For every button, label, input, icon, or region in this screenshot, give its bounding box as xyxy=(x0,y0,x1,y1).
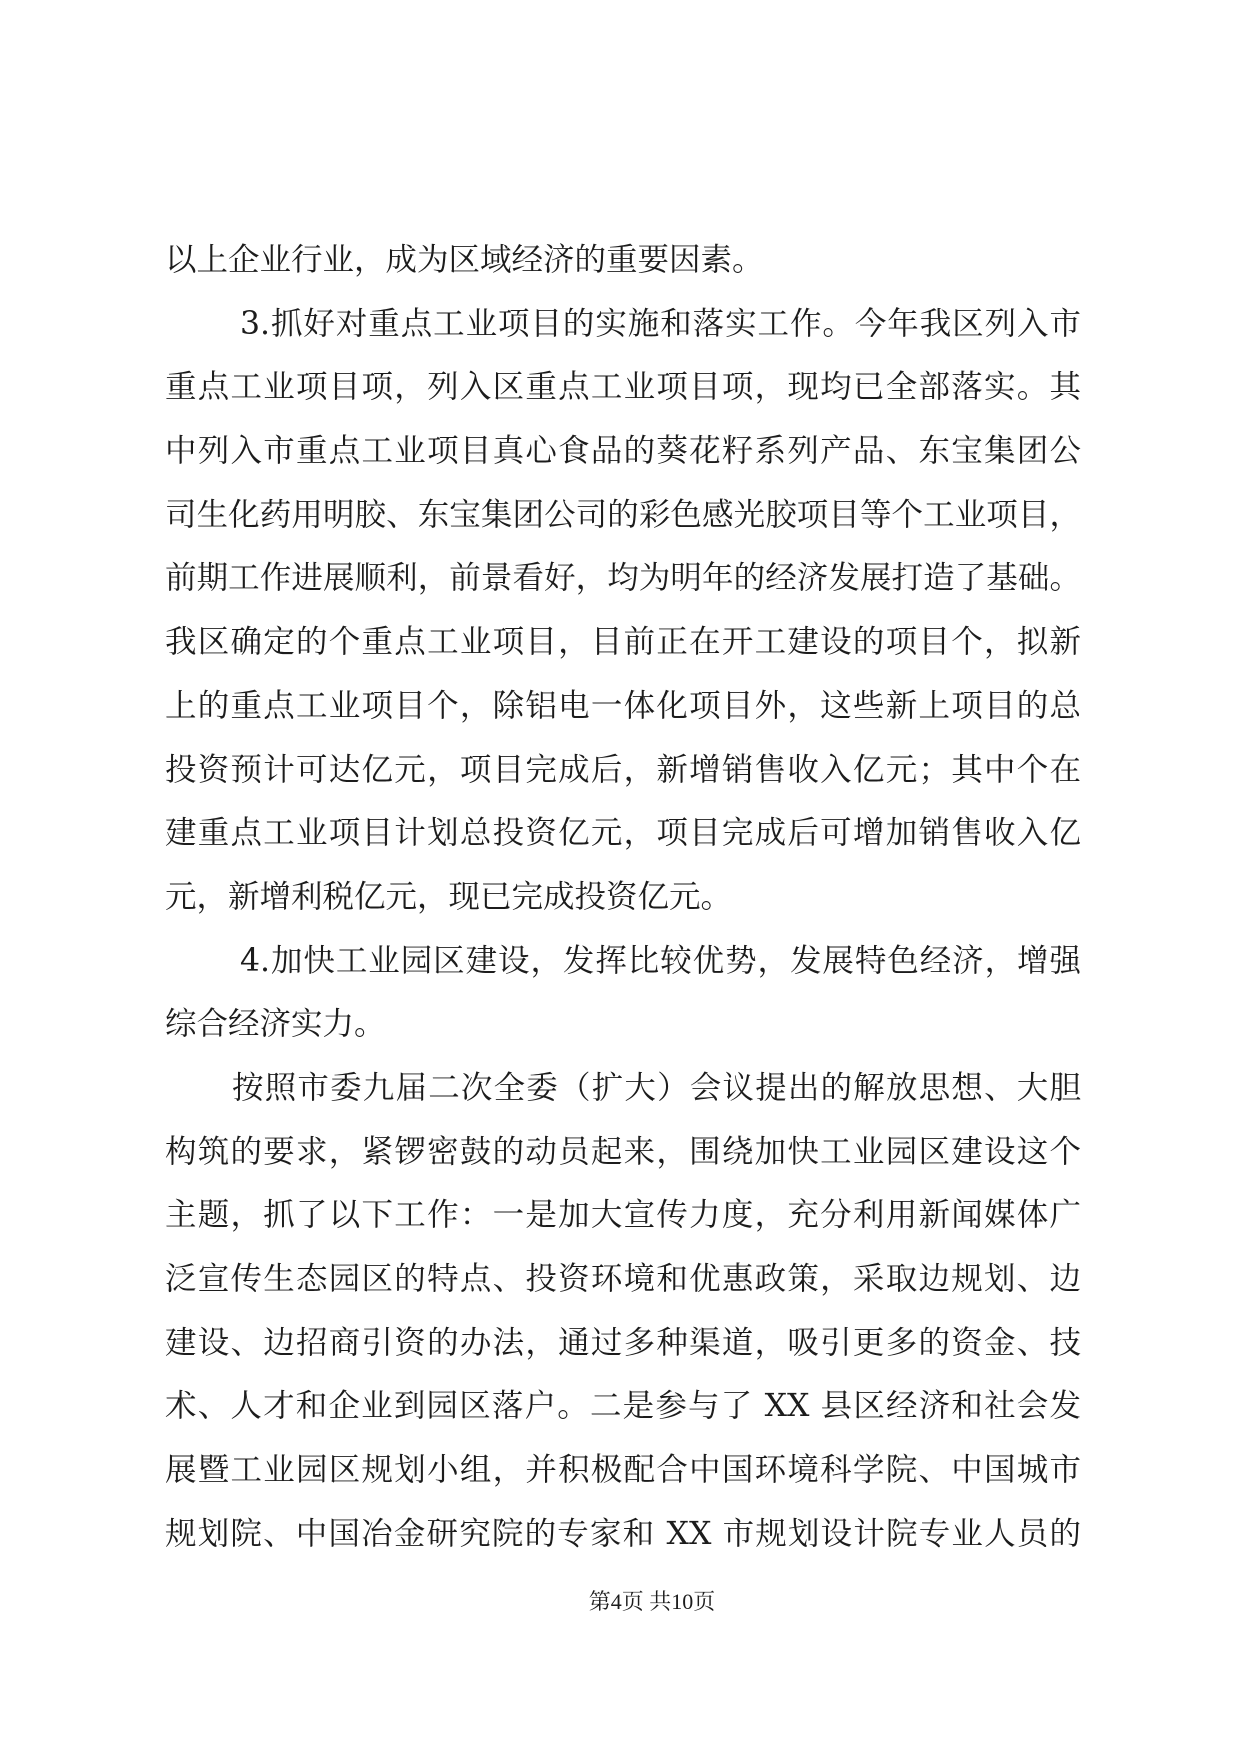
text-line: 前期工作进展顺利，前景看好，均为明年的经济发展打造了基础。 xyxy=(165,560,1081,597)
text-line: 术、人才和企业到园区落户。二是参与了 XX 县区经济和社会发 xyxy=(165,1388,1081,1425)
text-line: 主题，抓了以下工作：一是加大宣传力度，充分利用新闻媒体广 xyxy=(165,1197,1081,1234)
text-line: 投资预计可达亿元，项目完成后，新增销售收入亿元；其中个在 xyxy=(165,751,1081,788)
text-line: 元，新增利税亿元，现已完成投资亿元。 xyxy=(165,878,733,915)
text-line: 重点工业项目项，列入区重点工业项目项，现均已全部落实。其 xyxy=(165,369,1081,406)
text-line: 按照市委九届二次全委（扩大）会议提出的解放思想、大胆 xyxy=(232,1069,1081,1106)
text-line: 泛宣传生态园区的特点、投资环境和优惠政策，采取边规划、边 xyxy=(165,1261,1081,1297)
text-line: 3.抓好对重点工业项目的实施和落实工作。今年我区列入市 xyxy=(240,305,1081,342)
text-line: 4.加快工业园区建设，发挥比较优势，发展特色经济，增强 xyxy=(240,942,1081,979)
text-line: 上的重点工业项目个，除铝电一体化项目外，这些新上项目的总 xyxy=(165,687,1081,724)
text-line: 司生化药用明胶、东宝集团公司的彩色感光胶项目等个工业项目， xyxy=(165,496,1081,533)
text-line: 建重点工业项目计划总投资亿元，项目完成后可增加销售收入亿 xyxy=(165,815,1081,852)
text-line: 展暨工业园区规划小组，并积极配合中国环境科学院、中国城市 xyxy=(165,1452,1081,1489)
text-line: 构筑的要求，紧锣密鼓的动员起来，围绕加快工业园区建设这个 xyxy=(165,1133,1081,1170)
page-body xyxy=(165,229,1081,1566)
text-line: 我区确定的个重点工业项目，目前正在开工建设的项目个，拟新 xyxy=(165,624,1081,661)
text-line: 建设、边招商引资的办法，通过多种渠道，吸引更多的资金、技 xyxy=(165,1324,1081,1361)
page-number-footer: 第4页 共10页 xyxy=(588,1589,716,1614)
text-line: 以上企业行业，成为区域经济的重要因素。 xyxy=(165,242,764,278)
text-line: 综合经济实力。 xyxy=(165,1006,386,1043)
text-line: 中列入市重点工业项目真心食品的葵花籽系列产品、东宝集团公 xyxy=(165,433,1081,470)
text-line: 规划院、中国冶金研究院的专家和 XX 市规划设计院专业人员的 xyxy=(165,1515,1081,1552)
